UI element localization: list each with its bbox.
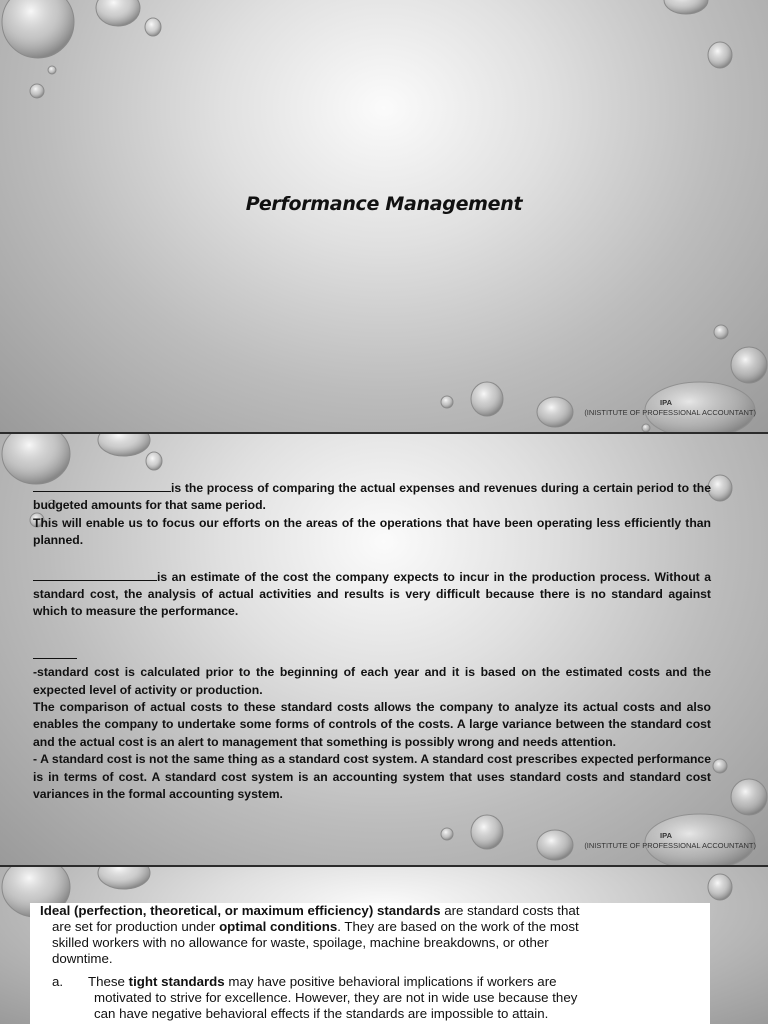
- fill-in-blank: [33, 478, 171, 492]
- paragraph-cost-system: - A standard cost is not the same thing as a standard cost system. A standard cost prescribes expected performance is in terms of cost. A standard cost system is an accounting system that uses standard costs and standard cost variances in the formal accounting system.: [33, 752, 711, 802]
- footer-institute-name: (INISTITUTE OF PROFESSIONAL ACCOUNTANT): [584, 408, 756, 417]
- excerpt-line: downtime.: [52, 951, 113, 966]
- paragraph-standard-cost: is an estimate of the cost the company expects to incur in the production process. Without a standard cost, the analysis of actual activities and results is very difficult because there is no standard against which to measure the performance.: [33, 567, 711, 621]
- scanned-textbook-excerpt: [30, 903, 710, 1024]
- paragraph-calculation: -standard cost is calculated prior to the beginning of each year and it is based on the estimated costs and the expected level of activity or production.: [33, 645, 711, 699]
- fill-in-blank: [33, 567, 157, 581]
- footer-abbreviation: IPA: [660, 831, 672, 840]
- paragraph-focus: This will enable us to focus our efforts on the areas of the operations that have been operating less efficiently than planned.: [33, 515, 711, 548]
- slide-footer: [584, 831, 756, 851]
- definitions-slide: [0, 434, 768, 865]
- excerpt-line: are set for production under optimal conditions. They are based on the work of the most: [52, 919, 579, 934]
- excerpt-line: Ideal (perfection, theoretical, or maximum efficiency) standards are standard costs that: [40, 903, 580, 918]
- slide-body: [33, 478, 711, 804]
- slide-title: Performance Management: [245, 193, 523, 215]
- title-slide: [0, 0, 768, 432]
- fill-in-blank: [33, 645, 77, 659]
- paragraph-comparison: The comparison of actual costs to these standard costs allows the company to analyze its actual costs and also enables the company to undertake some forms of controls of the costs. A large variance between the standard cost and the actual cost is an alert to management that something is possibly wrong and needs attention.: [33, 700, 711, 749]
- excerpt-line: motivated to strive for excellence. However, they are not in wide use because they: [94, 990, 578, 1005]
- footer-institute-name: (INISTITUTE OF PROFESSIONAL ACCOUNTANT): [584, 841, 756, 850]
- excerpt-line: skilled workers with no allowance for waste, spoilage, machine breakdowns, or other: [52, 935, 549, 950]
- excerpt-line: can have negative behavioral effects if the standards are impossible to attain.: [94, 1006, 549, 1021]
- slide-footer: [584, 398, 756, 418]
- list-item: a. These tight standards may have positive behavioral implications if workers are: [52, 974, 557, 989]
- water-droplets-decoration: [0, 0, 768, 432]
- ideal-standards-slide: [0, 867, 768, 1024]
- footer-abbreviation: IPA: [660, 398, 672, 407]
- paragraph-budget-analysis: is the process of comparing the actual expenses and revenues during a certain period to the budgeted amounts for that same period.: [33, 478, 711, 515]
